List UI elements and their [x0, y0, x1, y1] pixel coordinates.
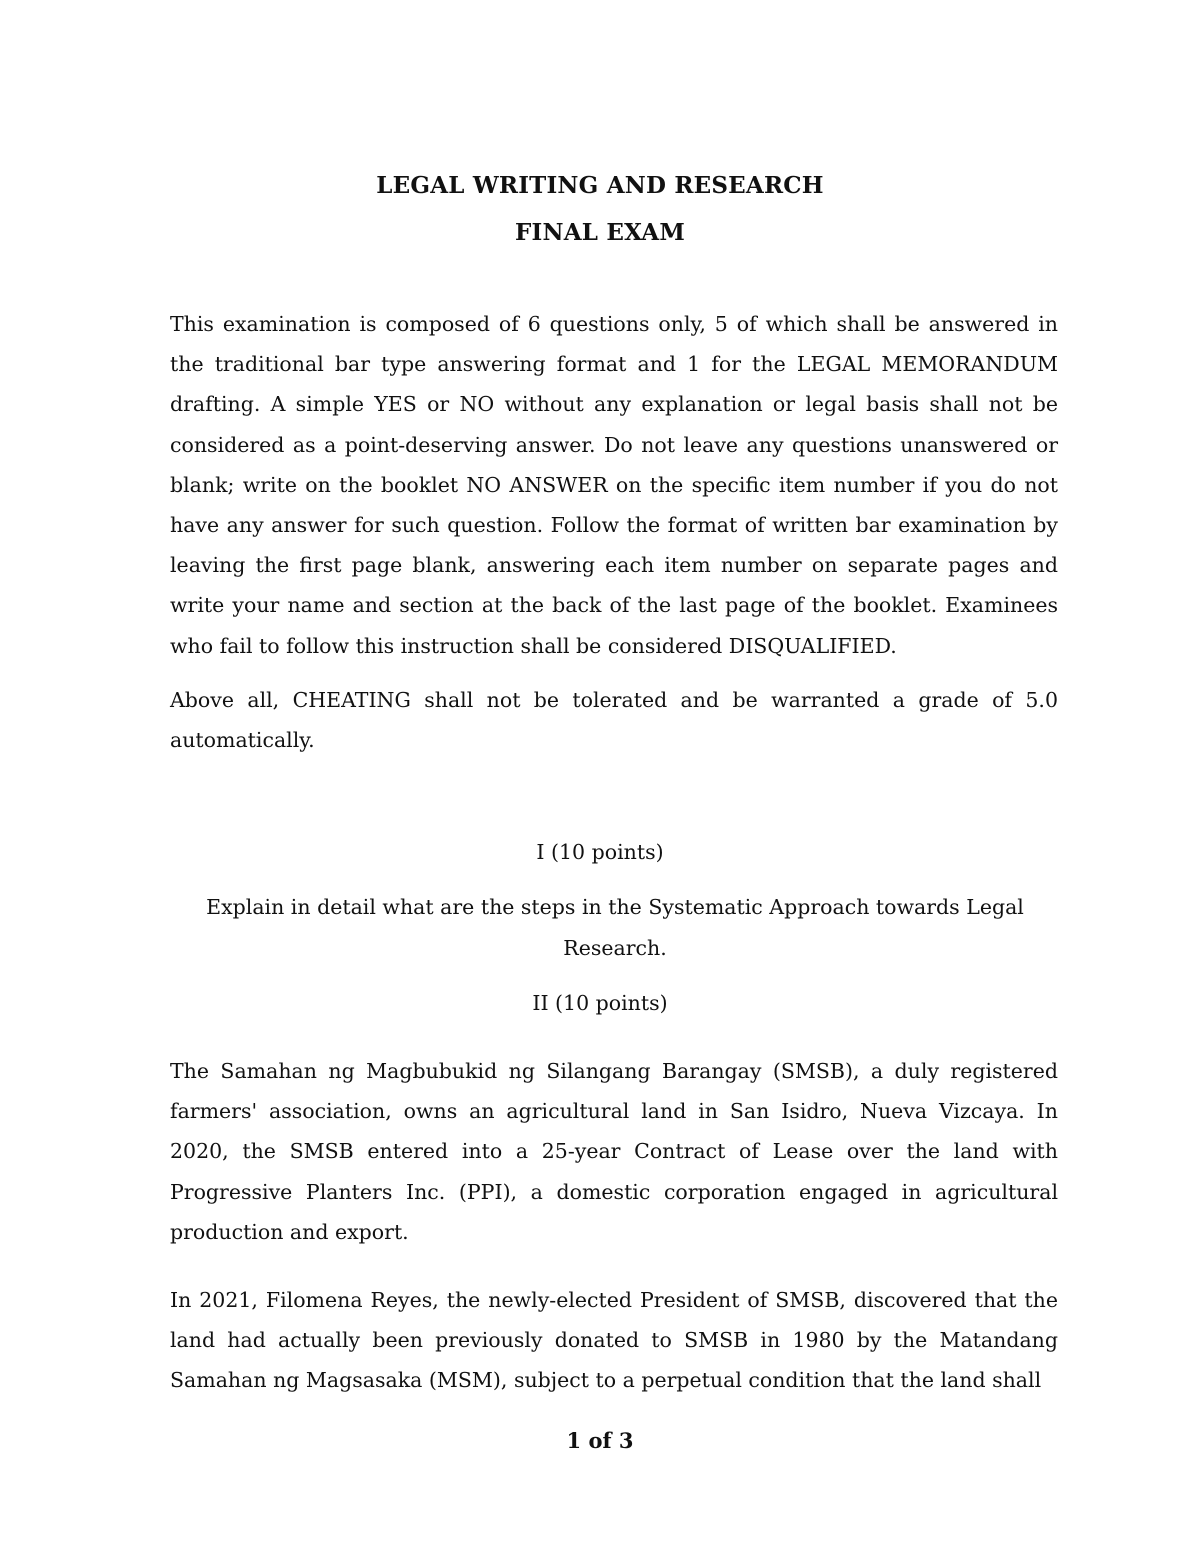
question-1-heading: I (10 points): [536, 840, 664, 864]
instructions-paragraph: This examination is composed of 6 questions only, 5 of which shall be answered in the traditional bar type answering format and 1 for the LEGAL MEMORANDUM drafting. A simple YES or NO without any explanation or legal basis shall not be considered as a point-deserving answer. Do not leave any questions unanswered or blank; write on the booklet NO ANSWER on the specific item number if you do not have any answer for such question. Follow the format of written bar examination by leaving the first page blank, answering each item number on separate pages and write your name and section at the back of the last page of the booklet. Examinees who fail to follow this instruction shall be considered DISQUALIFIED.: [170, 312, 1058, 658]
question-2-paragraph-1: The Samahan ng Magbubukid ng Silangang Barangay (SMSB), a duly registered farmers' association, owns an agricultural land in San Isidro, Nueva Vizcaya. In 2020, the SMSB entered into a 25-year Contract of Lease over the land with Progressive Planters Inc. (PPI), a domestic corporation engaged in agricultural production and export.: [170, 1059, 1058, 1244]
document-title: LEGAL WRITING AND RESEARCH: [376, 172, 824, 199]
question-1-body: Explain in detail what are the steps in the Systematic Approach towards Legal Research.: [206, 895, 1024, 960]
question-2-heading: II (10 points): [532, 991, 668, 1015]
document-subtitle: FINAL EXAM: [515, 219, 685, 246]
cheating-warning-paragraph: Above all, CHEATING shall not be tolerated and be warranted a grade of 5.0 automatically.: [170, 688, 1058, 753]
question-2-paragraph-2: In 2021, Filomena Reyes, the newly-elected President of SMSB, discovered that the land had actually been previously donated to SMSB in 1980 by the Matandang Samahan ng Magsasaka (MSM), subject to a perpetual condition that the land shall: [170, 1288, 1058, 1393]
page-number: 1 of 3: [566, 1428, 634, 1453]
